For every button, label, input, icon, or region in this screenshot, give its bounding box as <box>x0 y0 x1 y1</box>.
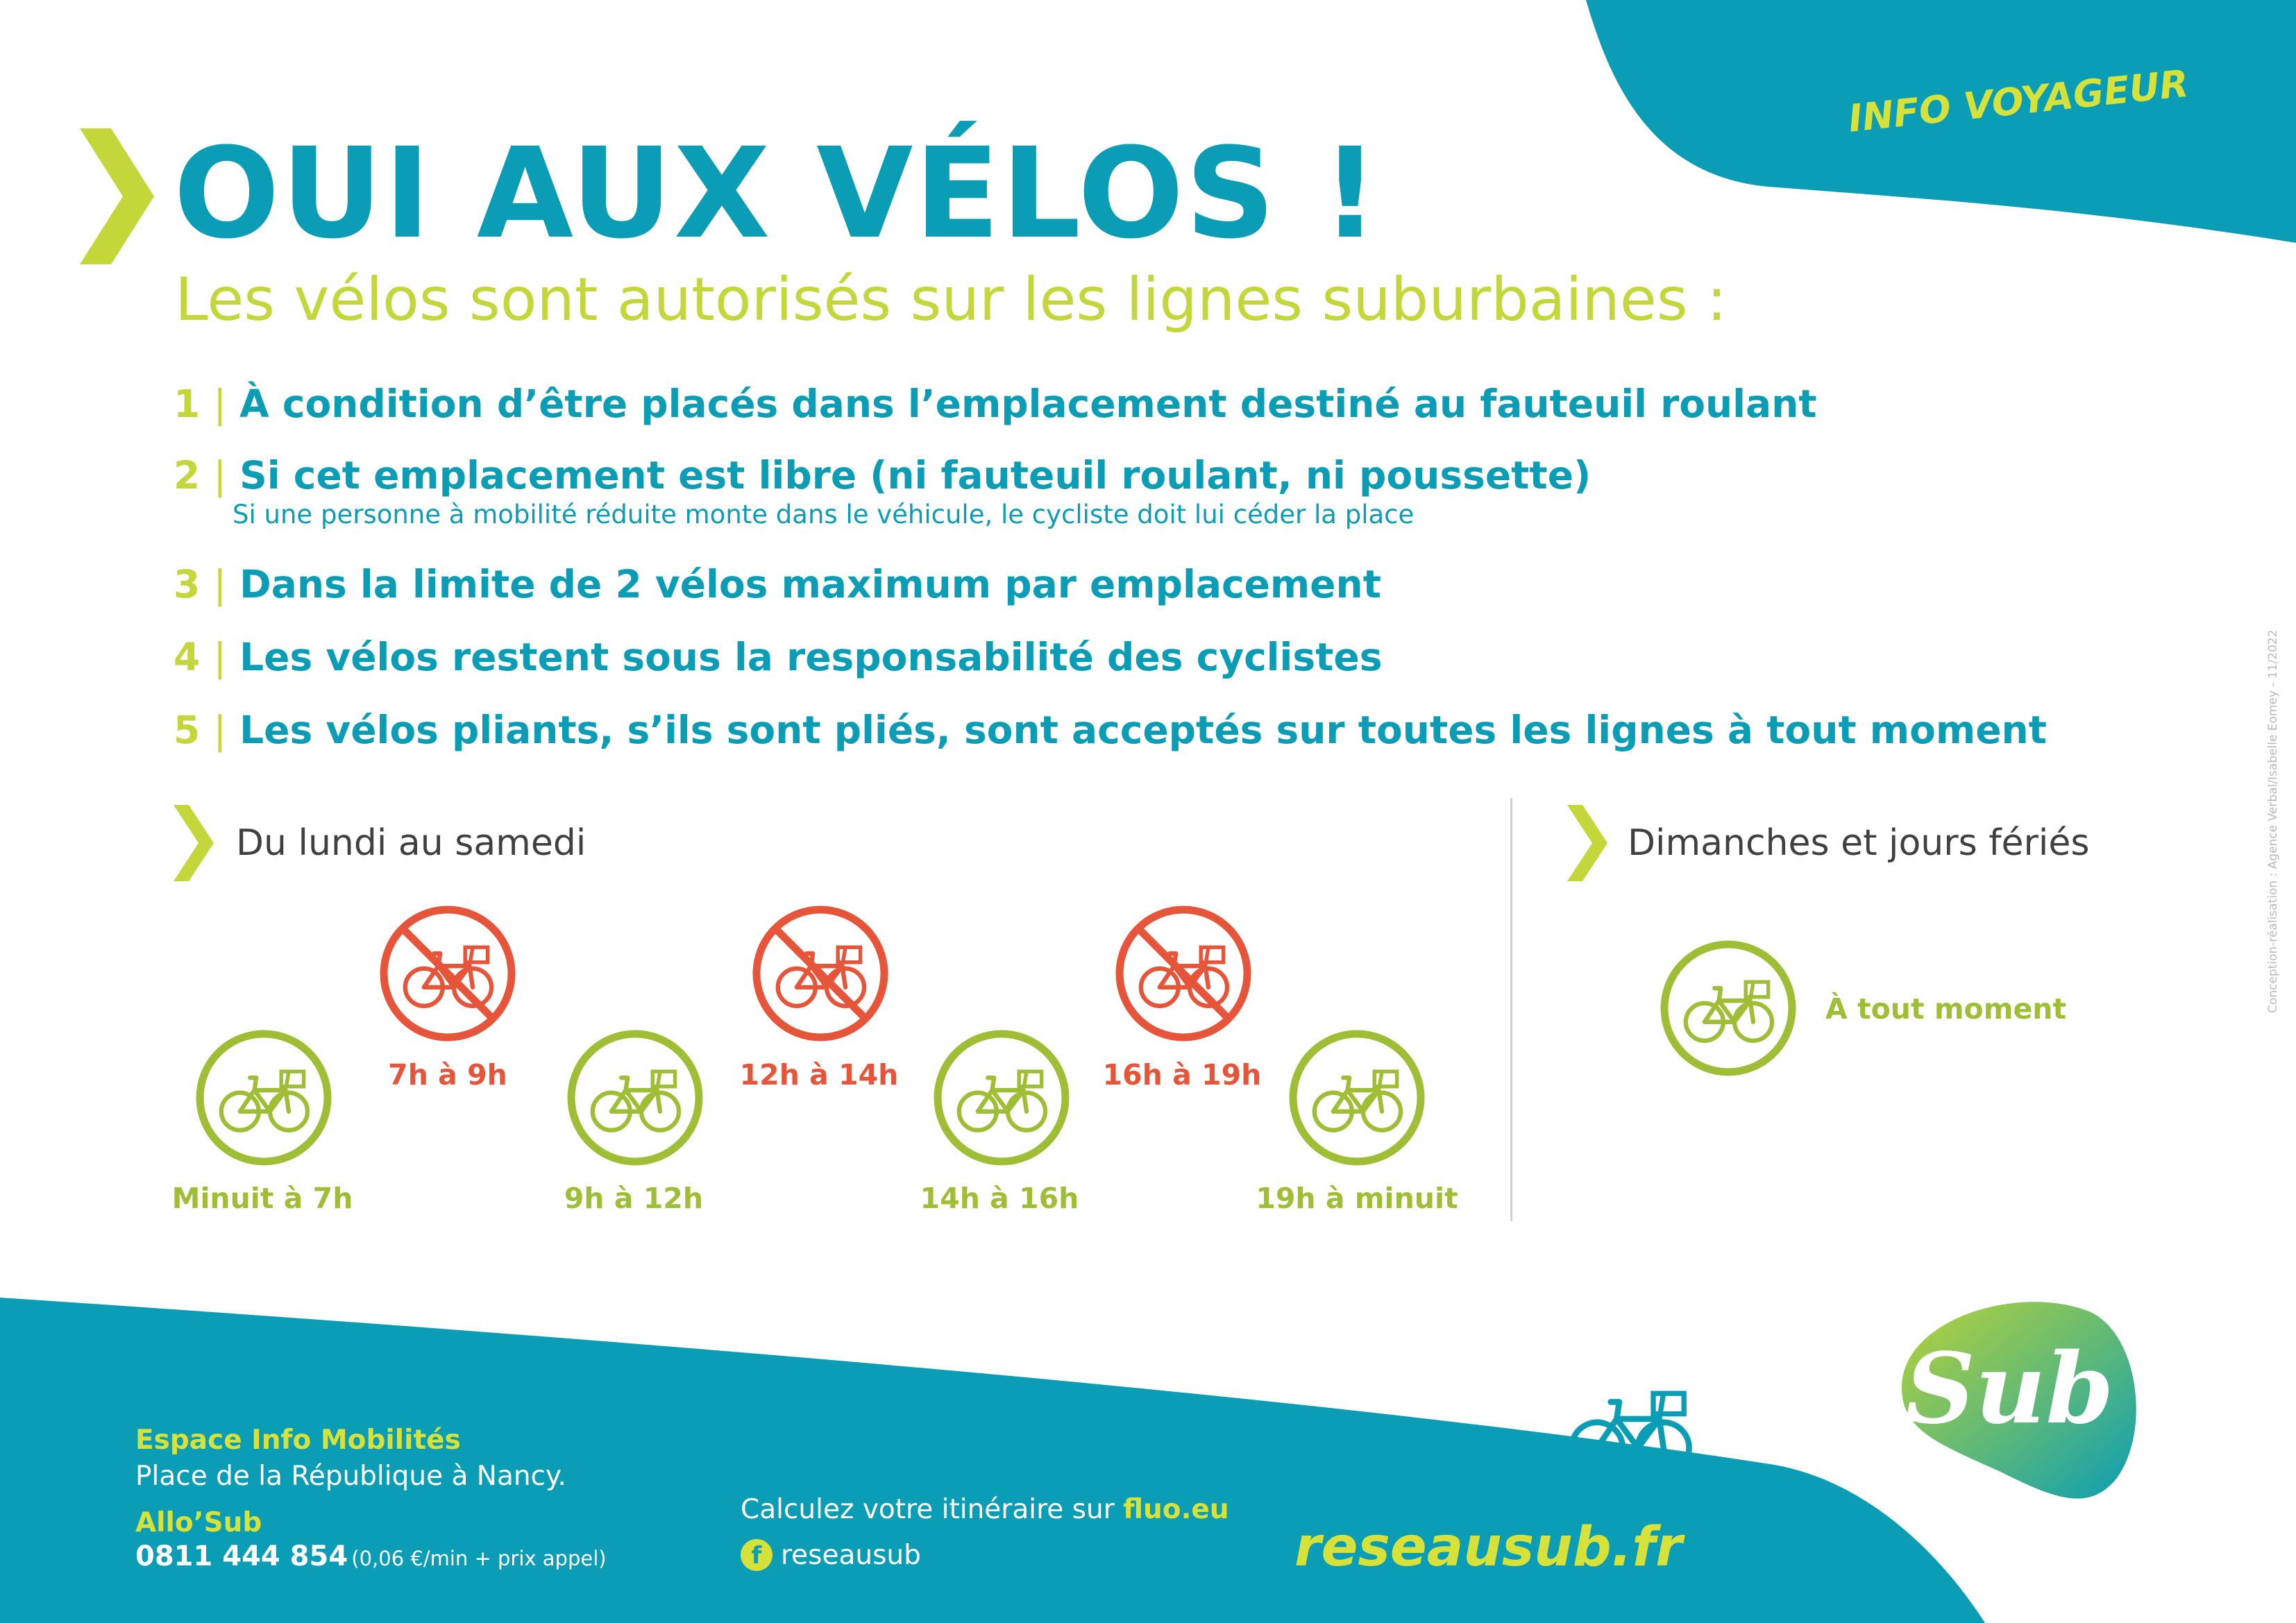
slot-label: 12h à 14h <box>739 1058 899 1091</box>
bike-allowed-icon <box>932 1028 1071 1167</box>
sub-logo <box>1888 1291 2152 1506</box>
bike-allowed-icon <box>566 1028 704 1167</box>
logo-text: Sub <box>1905 1332 2114 1446</box>
rule-number: 3 <box>174 562 201 606</box>
section-divider <box>1510 798 1512 1221</box>
slot-label: 16h à 19h <box>1102 1058 1262 1091</box>
weekday-heading: Du lundi au samedi <box>236 822 586 864</box>
rule-1 <box>174 383 1817 425</box>
facebook-icon[interactable]: f <box>741 1539 773 1571</box>
phone-title: Allo’Sub <box>135 1507 262 1538</box>
rule-3 <box>174 563 1381 606</box>
page-title: OUI AUX VÉLOS ! <box>174 121 1381 266</box>
sunday-heading: Dimanches et jours fériés <box>1628 822 2090 864</box>
rule-separator: | <box>213 453 226 498</box>
rule-separator: | <box>213 708 226 752</box>
bike-forbidden-icon <box>1114 904 1253 1043</box>
bike-allowed-icon <box>1659 939 1798 1078</box>
bike-illustration-icon <box>1546 1377 1720 1488</box>
bike-allowed-icon <box>194 1028 333 1167</box>
route-line <box>741 1494 1229 1525</box>
rule-text: Les vélos pliants, s’ils sont pliés, sont acceptés sur toutes les lignes à tout moment <box>239 708 2047 752</box>
social-handle[interactable]: reseausub <box>781 1539 921 1571</box>
phone-price: (0,06 €/min + prix appel) <box>351 1547 607 1570</box>
rule-2 <box>174 454 1591 497</box>
bike-forbidden-icon <box>378 904 517 1043</box>
sunday-chevron-icon <box>1567 805 1609 881</box>
slot-label: Minuit à 7h <box>171 1182 353 1215</box>
office-title: Espace Info Mobilités <box>135 1425 461 1456</box>
rule-number: 2 <box>174 453 201 498</box>
office-address: Place de la République à Nancy. <box>135 1461 566 1492</box>
rule-separator: | <box>213 382 226 426</box>
slot-label: 9h à 12h <box>564 1182 704 1215</box>
rule-2-note: Si une personne à mobilité réduite monte dans le véhicule, le cycliste doit lui céder la place <box>233 500 1415 529</box>
rule-text: À condition d’être placés dans l’emplacement destiné au fauteuil roulant <box>239 382 1817 426</box>
phone-line <box>135 1540 607 1572</box>
rule-text: Les vélos restent sous la responsabilité des cyclistes <box>239 635 1383 679</box>
rule-separator: | <box>213 635 226 679</box>
rule-number: 4 <box>174 635 201 679</box>
sunday-label: À tout moment <box>1825 992 2067 1026</box>
rule-separator: | <box>213 562 226 606</box>
rule-5 <box>174 709 2047 751</box>
social-line[interactable] <box>741 1539 921 1571</box>
slot-label: 7h à 9h <box>388 1058 507 1091</box>
route-text: Calculez votre itinéraire sur <box>741 1494 1115 1525</box>
title-chevron-icon <box>80 128 154 264</box>
bike-allowed-icon <box>1288 1028 1426 1167</box>
bike-forbidden-icon <box>751 904 890 1043</box>
phone-number[interactable]: 0811 444 854 <box>135 1540 348 1572</box>
slot-label: 14h à 16h <box>920 1182 1079 1215</box>
credit-line: Conception-réalisation : Agence Verbal/Isabelle Eomey - 11/2022 <box>2266 629 2280 1013</box>
page-subtitle: Les vélos sont autorisés sur les lignes suburbaines : <box>175 265 1727 334</box>
rule-number: 5 <box>174 708 201 752</box>
info-voyageur-banner: INFO VOYAGEUR <box>1846 61 2191 141</box>
rule-4 <box>174 636 1382 679</box>
rule-number: 1 <box>174 382 201 426</box>
slot-label: 19h à minuit <box>1256 1182 1458 1215</box>
website-link[interactable]: reseausub.fr <box>1294 1516 1682 1579</box>
rule-text: Si cet emplacement est libre (ni fauteuil roulant, ni poussette) <box>239 453 1592 498</box>
weekday-chevron-icon <box>174 805 215 881</box>
rule-text: Dans la limite de 2 vélos maximum par emplacement <box>239 562 1381 606</box>
route-link[interactable]: fluo.eu <box>1123 1494 1229 1525</box>
